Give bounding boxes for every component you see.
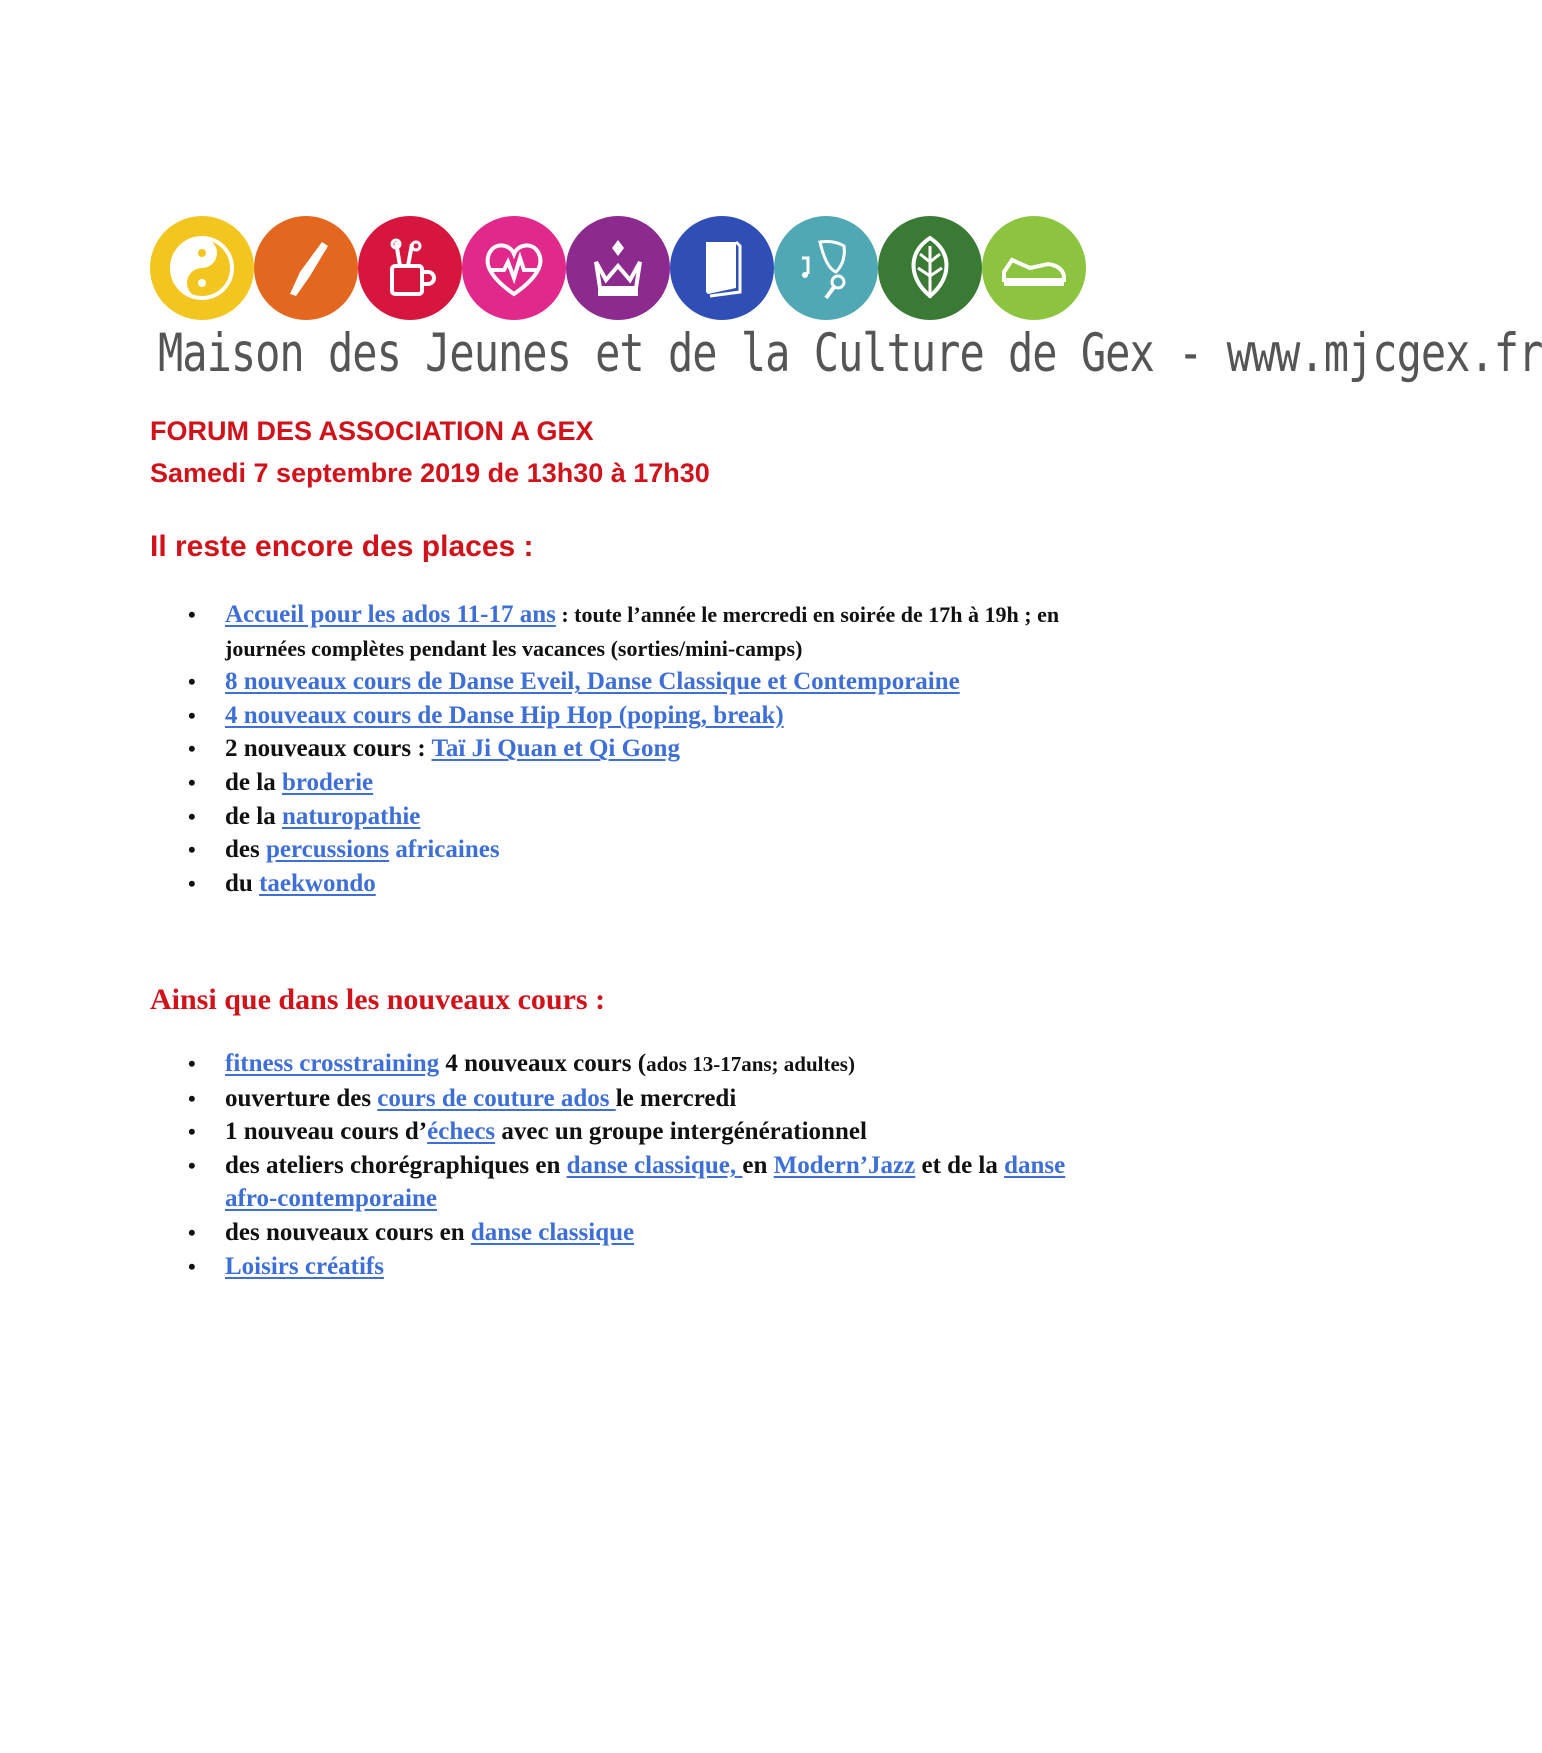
book-icon: [670, 216, 774, 320]
bullet-icon: •: [188, 702, 196, 728]
bullet-icon: •: [188, 1253, 196, 1279]
link-percussions[interactable]: percussions: [265, 836, 390, 864]
logo-text: Maison des Jeunes et de la Culture de Gex - www.mjcgex.fr: [158, 322, 1542, 384]
bullet-icon: •: [188, 669, 196, 695]
item-text: 4 nouveaux cours (: [439, 1050, 647, 1077]
theater-music-icon: [774, 216, 878, 320]
heart-pulse-icon: [462, 216, 566, 320]
item-text-africaines: africaines: [395, 836, 500, 864]
list-item: [150, 732, 1090, 766]
bullet-icon: •: [188, 736, 196, 762]
list-item: [150, 665, 1090, 699]
item-text: le mercredi: [615, 1084, 737, 1112]
list-item: [150, 1216, 1090, 1250]
list-item: [150, 766, 1090, 800]
list-item: [150, 800, 1090, 834]
places-list: [150, 598, 1090, 900]
bullet-icon: •: [188, 870, 196, 896]
item-prefix: 1 nouveau cours d’: [225, 1118, 428, 1146]
item-prefix: de la: [225, 768, 282, 796]
item-prefix: des ateliers chorégraphiques en: [225, 1151, 567, 1179]
bullet-icon: •: [188, 803, 196, 829]
forum-title: FORUM DES ASSOCIATION A GEX: [150, 416, 594, 446]
bullet-icon: •: [188, 769, 196, 795]
places-heading: Il reste encore des places :: [150, 530, 534, 563]
list-item: [150, 1047, 1090, 1082]
item-prefix: des nouveaux cours en: [225, 1218, 471, 1246]
forum-date: Samedi 7 septembre 2019 de 13h30 à 17h30: [150, 458, 710, 488]
logo-circles: [150, 216, 1090, 322]
link-fitness-crosstraining[interactable]: fitness crosstraining: [225, 1050, 440, 1077]
link-couture-ados[interactable]: cours de couture ados: [377, 1084, 616, 1112]
list-item: [150, 1149, 1090, 1216]
link-naturopathie[interactable]: naturopathie: [281, 802, 421, 830]
link-danse-classique[interactable]: danse classique: [470, 1218, 635, 1246]
item-small-text: ados 13-17ans; adultes): [646, 1052, 855, 1076]
item-text: et de la: [915, 1151, 1005, 1179]
bullet-icon: •: [188, 1152, 196, 1178]
item-prefix: des: [225, 836, 266, 864]
sneaker-icon: [982, 216, 1086, 320]
list-item: [150, 833, 1090, 867]
art-supplies-icon: [358, 216, 462, 320]
bullet-icon: •: [188, 1051, 196, 1076]
nouveaux-heading: Ainsi que dans les nouveaux cours :: [150, 983, 606, 1016]
list-item: [150, 1250, 1090, 1284]
pottery-knife-icon: [254, 216, 358, 320]
bullet-icon: •: [188, 1085, 196, 1111]
link-loisirs-creatifs[interactable]: Loisirs créatifs: [225, 1252, 384, 1280]
link-taekwondo[interactable]: taekwondo: [259, 869, 376, 897]
list-item: [150, 1082, 1090, 1116]
yin-yang-icon: [150, 216, 254, 320]
link-accueil-ados[interactable]: Accueil pour les ados 11-17 ans: [225, 601, 556, 628]
item-prefix: 2 nouveaux cours :: [225, 735, 432, 763]
link-echecs[interactable]: échecs: [427, 1118, 496, 1146]
leaf-icon: [878, 216, 982, 320]
item-text: avec un groupe intergénérationnel: [495, 1118, 867, 1146]
link-danse-eveil[interactable]: 8 nouveaux cours de Danse Eveil, Danse Classique et Contemporaine: [225, 668, 960, 696]
mjc-logo: [150, 216, 1542, 384]
list-item: [150, 699, 1090, 733]
link-danse-afro-contemporaine[interactable]: danse afro-contemporaine: [225, 1151, 1066, 1213]
item-text: : toute l’année le mercredi en soirée de 17h à 19h ; en journées complètes pendant les vacances (sorties/mini-camps): [225, 602, 1060, 661]
list-item: [150, 1115, 1090, 1149]
list-item: [150, 867, 1090, 901]
item-prefix: ouverture des: [225, 1084, 378, 1112]
item-prefix: de la: [225, 802, 282, 830]
link-tai-ji-quan[interactable]: Taï Ji Quan et Qi Gong: [431, 735, 680, 763]
link-broderie[interactable]: broderie: [281, 768, 374, 796]
item-text: en: [742, 1151, 774, 1179]
link-modern-jazz[interactable]: Modern’Jazz: [773, 1151, 916, 1179]
nouveaux-list: [150, 1047, 1090, 1283]
bullet-icon: •: [188, 1119, 196, 1145]
bullet-icon: •: [188, 837, 196, 863]
list-item: [150, 598, 1090, 665]
link-danse-hip-hop[interactable]: 4 nouveaux cours de Danse Hip Hop (poping, break): [225, 701, 784, 729]
chess-crown-icon: [566, 216, 670, 320]
item-prefix: du: [225, 869, 260, 897]
link-danse-classique-ateliers[interactable]: danse classique,: [566, 1151, 743, 1179]
bullet-icon: •: [188, 1219, 196, 1245]
bullet-icon: •: [188, 602, 196, 627]
